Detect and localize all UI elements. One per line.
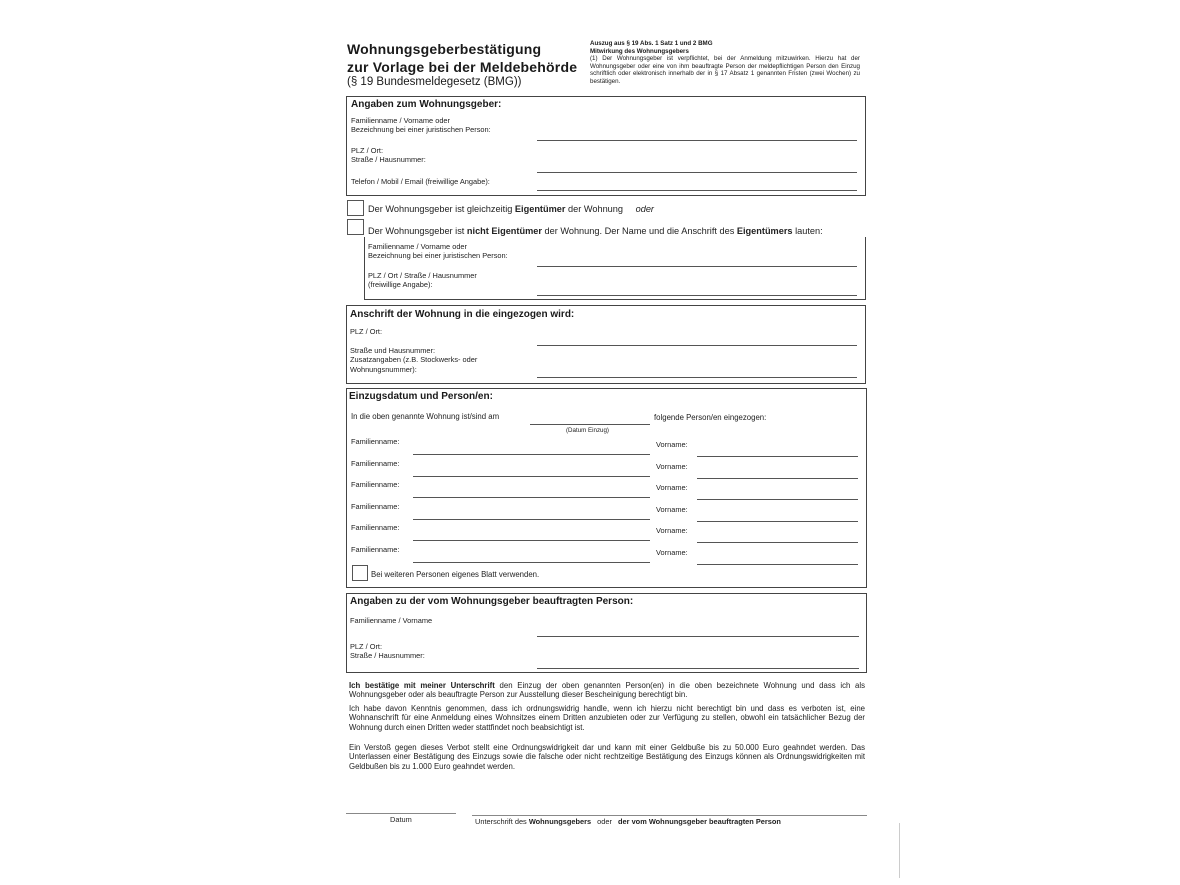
more-persons-checkbox[interactable] <box>352 565 368 581</box>
landlord-name-label-line2: Bezeichnung bei einer juristischen Person: <box>351 125 491 135</box>
more-persons-label: Bei weiteren Personen eigenes Blatt verwenden. <box>371 570 540 579</box>
surname-field[interactable] <box>413 562 650 563</box>
apartment-plz-label: PLZ / Ort: <box>350 327 383 336</box>
agent-plz-label: PLZ / Ort: <box>350 642 383 651</box>
firstname-label: Vorname: <box>656 526 688 535</box>
apartment-street-label-text: Straße und Hausnummer: <box>350 346 436 355</box>
declaration-confirmation <box>349 681 865 700</box>
landlord-name-field[interactable] <box>537 140 857 141</box>
landlord-name-label <box>351 116 491 135</box>
owner-name-label-line2: Bezeichnung bei einer juristischen Person: <box>368 251 508 261</box>
apartment-street-field[interactable] <box>537 377 857 378</box>
owner-not-landlord-checkbox[interactable] <box>347 219 364 235</box>
law-extract-text: (1) Der Wohnungsgeber ist verpflichtet, bei der Anmeldung mitzuwirken. Hierzu hat der Wohnungsgeber oder eine von ihm beauftragte Person der meldepflichtigen Person den Einzug schriftlich oder elektronisch innerhalb der in § 17 Absatz 1 genannten Fristen (zwei Wochen) zu bestätigen. <box>590 55 860 85</box>
owner-name-label <box>368 242 508 261</box>
declaration-confirmation-bold: Ich bestätige mit meiner Unterschrift <box>349 681 495 690</box>
firstname-label: Vorname: <box>656 462 688 471</box>
declaration-awareness: Ich habe davon Kenntnis genommen, dass ich ordnungswidrig handle, wenn ich hierzu nicht berechtigt bin und dass es verboten ist, eine Wohnanschrift für eine Anmeldung eines Wohnsitzes einem Dritten anzubieten oder zur Verfügung zu stellen, obwohl ein tatsächlicher Bezug der Wohnung durch einen Dritten weder stattfindet noch beabsichtigt ist. <box>349 704 865 732</box>
declaration-confirmation-text: den Einzug der oben genannten Person(en) in die oben bezeichnete Wohnung und dass ich als Wohnungsgeber oder als beauftragte Person zur Ausstellung dieser Bescheinigung berechtigt bin. <box>349 681 865 700</box>
form-title-line2: zur Vorlage bei der Meldebehörde <box>347 59 578 75</box>
signature-or: oder <box>597 817 612 826</box>
owner-option2-suffix: lauten: <box>792 226 823 236</box>
surname-label: Familienname: <box>351 545 400 554</box>
firstname-field[interactable] <box>697 542 858 543</box>
owner-address-label-line2: (freiwillige Angabe): <box>368 280 433 290</box>
landlord-phone-field[interactable] <box>537 190 857 191</box>
firstname-field[interactable] <box>697 521 858 522</box>
movein-sentence-end: folgende Person/en eingezogen: <box>654 413 767 422</box>
movein-date-caption: (Datum Einzug) <box>566 427 609 434</box>
signature-label <box>475 817 781 826</box>
surname-label: Familienname: <box>351 502 400 511</box>
declaration-penalty: Ein Verstoß gegen dieses Verbot stellt eine Ordnungswidrigkeit dar und kann mit einer Geldbuße bis zu 50.000 Euro geahndet werden. Das Unterlassen einer Bestätigung des Einzugs sowie die falsche oder nicht rechtzeitige Bestätigung des Einzugs können als Ordnungswidrigkeiten mit Geldbußen bis zu 1.000 Euro geahndet werden. <box>349 743 865 771</box>
firstname-label: Vorname: <box>656 548 688 557</box>
surname-field[interactable] <box>413 454 650 455</box>
apartment-extra-label-line2: Wohnungsnummer): <box>350 364 417 374</box>
landlord-street-label: Straße / Hausnummer: <box>351 155 426 164</box>
firstname-field[interactable] <box>697 499 858 500</box>
owner-option2-bold: nicht Eigentümer <box>466 226 542 236</box>
surname-label: Familienname: <box>351 480 400 489</box>
form-subtitle: (§ 19 Bundesmeldegesetz (BMG)) <box>347 76 522 88</box>
owner-option1-bold: Eigentümer <box>514 204 566 214</box>
owner-address-field[interactable] <box>537 295 857 296</box>
apartment-extra-label-line1: Zusatzangaben (z.B. Stockwerks- oder <box>350 355 478 365</box>
form-title: Wohnungsgeberbestätigung <box>347 41 542 57</box>
landlord-address-field[interactable] <box>537 172 857 173</box>
owner-option1-or: oder <box>635 204 654 214</box>
law-extract-subheading: Mitwirkung des Wohnungsgebers <box>590 47 689 55</box>
signature-agent: der vom Wohnungsgeber beauftragten Person <box>618 817 781 826</box>
surname-label: Familienname: <box>351 437 400 446</box>
firstname-field[interactable] <box>697 478 858 479</box>
signature-prefix: Unterschrift des <box>475 817 529 826</box>
owner-option2-bold2: Eigentümers <box>736 226 793 236</box>
firstname-label: Vorname: <box>656 483 688 492</box>
apartment-section-title: Anschrift der Wohnung in die eingezogen wird: <box>350 309 575 320</box>
firstname-label: Vorname: <box>656 505 688 514</box>
agent-street-label: Straße / Hausnummer: <box>350 651 425 660</box>
firstname-field[interactable] <box>697 456 858 457</box>
firstname-field[interactable] <box>697 564 858 565</box>
law-extract <box>590 40 860 86</box>
owner-option2-text: Der Wohnungsgeber ist <box>368 226 467 236</box>
owner-address-label <box>368 271 477 290</box>
owner-is-landlord-checkbox[interactable] <box>347 200 364 216</box>
owner-name-field[interactable] <box>537 266 857 267</box>
signature-landlord: Wohnungsgebers <box>528 817 592 826</box>
landlord-plz-label: PLZ / Ort: <box>351 146 384 155</box>
scan-edge-line <box>899 823 900 878</box>
surname-field[interactable] <box>413 540 650 541</box>
landlord-phone-label: Telefon / Mobil / Email (freiwillige Angabe): <box>351 177 490 186</box>
surname-label: Familienname: <box>351 459 400 468</box>
agent-address-field[interactable] <box>537 668 859 669</box>
owner-option2-middle: der Wohnung. Der Name und die Anschrift des <box>541 226 737 236</box>
surname-field[interactable] <box>413 476 650 477</box>
agent-name-label: Familienname / Vorname <box>350 616 433 625</box>
surname-label: Familienname: <box>351 523 400 532</box>
signature-line[interactable] <box>472 815 867 816</box>
movein-sentence-start: In die oben genannte Wohnung ist/sind am <box>351 412 500 421</box>
landlord-section-title: Angaben zum Wohnungsgeber: <box>351 99 502 110</box>
surname-field[interactable] <box>413 497 650 498</box>
law-extract-heading: Auszug aus § 19 Abs. 1 Satz 1 und 2 BMG <box>590 40 713 47</box>
date-label: Datum <box>390 815 412 824</box>
apartment-plz-field[interactable] <box>537 345 857 346</box>
apartment-street-label <box>350 346 477 374</box>
firstname-label: Vorname: <box>656 440 688 449</box>
owner-address-label-line1: PLZ / Ort / Straße / Hausnummer <box>368 271 477 280</box>
owner-not-landlord-label <box>368 226 823 236</box>
owner-option1-suffix: der Wohnung <box>565 204 624 214</box>
surname-field[interactable] <box>413 519 650 520</box>
landlord-name-label-line1: Familienname / Vorname oder <box>351 116 451 125</box>
owner-option1-text: Der Wohnungsgeber ist gleichzeitig <box>368 204 515 214</box>
agent-section-title: Angaben zu der vom Wohnungsgeber beauftragten Person: <box>350 596 634 607</box>
movein-date-field[interactable] <box>530 424 650 425</box>
owner-is-landlord-label <box>368 204 654 214</box>
agent-name-field[interactable] <box>537 636 859 637</box>
date-signature-line[interactable] <box>346 813 456 814</box>
owner-name-label-line1: Familienname / Vorname oder <box>368 242 468 251</box>
movein-section-title: Einzugsdatum und Person/en: <box>349 391 493 402</box>
